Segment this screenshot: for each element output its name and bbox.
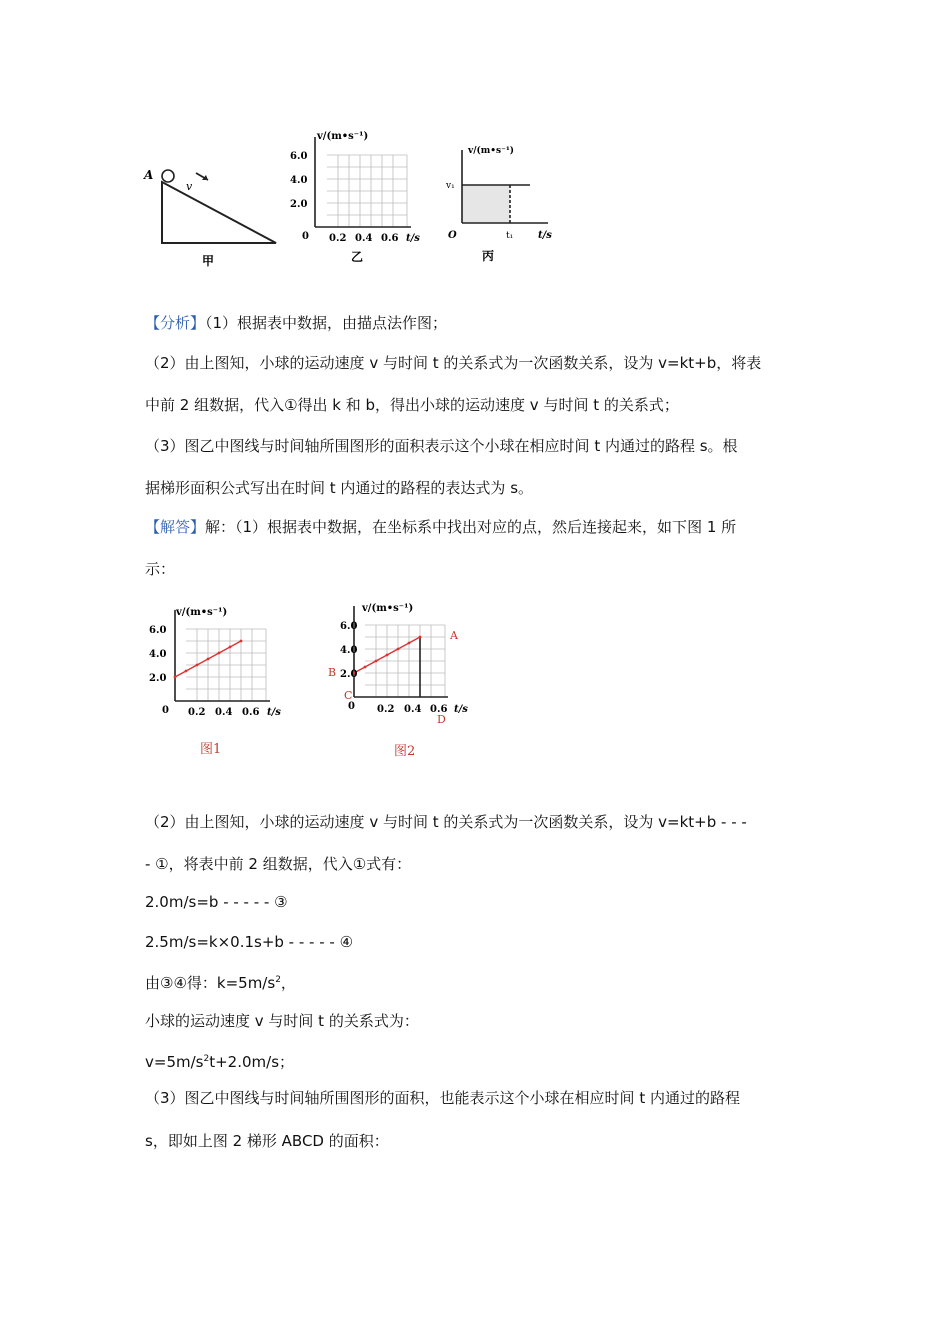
y-axis-label: v/(m•s⁻¹) (468, 146, 515, 156)
caption-bing: 丙 (482, 249, 495, 263)
point-a-label: A (450, 629, 458, 642)
x-tick-02: 0.2 (329, 233, 347, 244)
relation-intro: 小球的运动速度 v 与时间 t 的关系式为： (145, 1012, 419, 1030)
figure-1-chart (140, 595, 300, 765)
y-tick-4: 4.0 (340, 645, 358, 656)
figure-jia-incline (140, 160, 290, 275)
figure-2-chart (320, 593, 490, 765)
data-point (397, 648, 400, 651)
y-tick-2: 2.0 (290, 199, 308, 210)
answer-2-line-2: - ①，将表中前 2 组数据，代入①式有： (145, 855, 412, 873)
answer-3-line-1: （3）图乙中图线与时间轴所围图形的面积，也能表示这个小球在相应时间 t 内通过的路程 (145, 1089, 740, 1107)
y-axis-label: v/(m•s⁻¹) (176, 607, 228, 618)
answer-line-1: 【解答】解：（1）根据表中数据，在坐标系中找出对应的点，然后连接起来，如下图 1 所 (145, 518, 737, 536)
x-tick-04: 0.4 (355, 233, 373, 244)
figure-bing-vt (440, 140, 560, 270)
data-point (196, 664, 199, 667)
caption-jia: 甲 (202, 254, 215, 268)
caption-yi: 乙 (351, 250, 364, 264)
shaded-area (462, 185, 510, 223)
grid (327, 155, 407, 227)
caption-fig2: 图2 (394, 744, 416, 759)
x-tick-06: 0.6 (430, 704, 448, 715)
origin-label: 0 (348, 701, 355, 712)
data-point (207, 658, 210, 661)
answer-line-2: 示： (145, 560, 176, 578)
y-tick-6: 6.0 (290, 151, 308, 162)
relation-formula: $v=5m/s^2t+2.0m/s$； (145, 1053, 295, 1071)
x-tick-04: 0.4 (404, 704, 422, 715)
y-axis-label: v/(m•s⁻¹) (317, 131, 369, 142)
figure-yi-grid (285, 125, 425, 265)
velocity-label: v (186, 180, 193, 193)
x-axis-label: t/s (538, 230, 552, 241)
x-tick-02: 0.2 (188, 707, 206, 718)
analysis-line-4: （3）图乙中图线与时间轴所围图形的面积表示这个小球在相应时间 t 内通过的路程 s。根 (145, 437, 738, 455)
point-b-label: B (328, 666, 337, 679)
data-point (364, 666, 367, 669)
x-axis-label: t/s (406, 233, 420, 244)
equation-4: 2.5m/s=k×0.1s+b - - - - - ④ (145, 933, 354, 951)
y-tick-6: 6.0 (340, 621, 358, 632)
data-point (408, 642, 411, 645)
analysis-tag: 【分析】 (145, 314, 206, 332)
x-axis-label: t/s (454, 704, 468, 715)
x-tick-02: 0.2 (377, 704, 395, 715)
analysis-line-2: （2）由上图知，小球的运动速度 v 与时间 t 的关系式为一次函数关系，设为 v=kt+b，将表 (145, 354, 762, 372)
answer-2-line-1: （2）由上图知，小球的运动速度 v 与时间 t 的关系式为一次函数关系，设为 v=kt+b - - - (145, 813, 747, 831)
x-tick-04: 0.4 (215, 707, 233, 718)
data-point (185, 670, 188, 673)
k-result: 由③④得：$k=5m/s^2$， (145, 974, 296, 992)
origin-label: 0 (302, 231, 309, 242)
answer-3-line-2: s，即如上图 2 梯形 ABCD 的面积： (145, 1132, 389, 1150)
point-a-label: A (144, 168, 154, 182)
data-point (386, 654, 389, 657)
equation-3: 2.0m/s=b - - - - - ③ (145, 893, 288, 911)
x-tick-06: 0.6 (381, 233, 399, 244)
analysis-line-5: 据梯形面积公式写出在时间 t 内通过的路程的表达式为 s。 (145, 479, 534, 497)
analysis-line-3: 中前 2 组数据，代入①得出 k 和 b，得出小球的运动速度 v 与时间 t 的关系式； (145, 396, 679, 414)
data-point (229, 646, 232, 649)
ball (162, 170, 174, 182)
y-tick-4: 4.0 (149, 649, 167, 660)
y-axis-label: v/(m•s⁻¹) (362, 603, 414, 614)
y-tick-2: 2.0 (149, 673, 167, 684)
data-point (218, 652, 221, 655)
point-c-label: C (344, 689, 353, 702)
v1-label: v₁ (446, 181, 455, 191)
analysis-line-1: 【分析】（1）根据表中数据，由描点法作图； (145, 314, 448, 332)
y-tick-4: 4.0 (290, 175, 308, 186)
origin-label: O (448, 230, 457, 241)
data-point (174, 676, 177, 679)
x-axis-label: t/s (267, 707, 281, 718)
data-point (375, 660, 378, 663)
data-point (419, 636, 422, 639)
t1-label: t₁ (506, 231, 514, 241)
caption-fig1: 图1 (200, 742, 222, 757)
origin-label: 0 (162, 705, 169, 716)
incline-triangle (162, 182, 276, 243)
y-tick-6: 6.0 (149, 625, 167, 636)
point-d-label: D (437, 713, 446, 726)
y-tick-2: 2.0 (340, 669, 358, 680)
answer-tag: 【解答】 (145, 518, 206, 536)
data-point (240, 640, 243, 643)
x-tick-06: 0.6 (242, 707, 260, 718)
